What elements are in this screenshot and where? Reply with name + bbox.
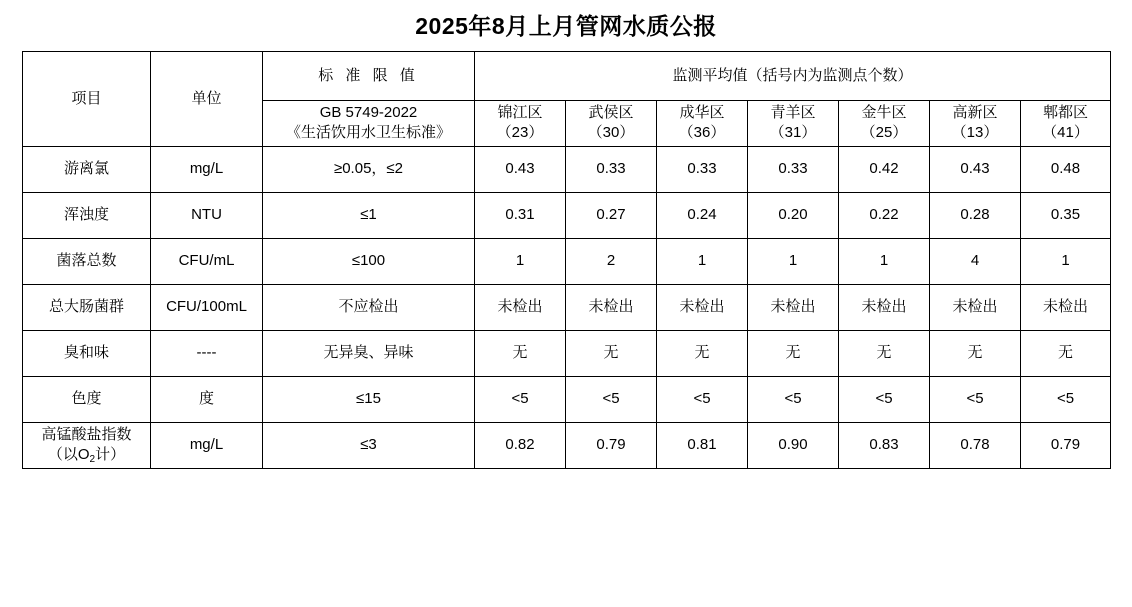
row-value: 0.22	[839, 192, 930, 238]
row-item-subscript: 2	[89, 454, 96, 465]
header-district-name-6: 郫都区	[1043, 104, 1089, 121]
table-body	[23, 146, 1111, 468]
row-value: 0.43	[475, 146, 566, 192]
header-district-name-4: 金牛区	[861, 104, 907, 121]
row-item-line2	[25, 445, 148, 465]
row-value: 0.28	[930, 192, 1021, 238]
header-standard-group: 标 准 限 值	[263, 52, 475, 101]
row-value: 未检出	[1021, 284, 1111, 330]
row-value: 无	[566, 330, 657, 376]
row-value: 0.33	[657, 146, 748, 192]
row-value: 1	[748, 238, 839, 284]
header-district-name-0: 锦江区	[497, 104, 543, 121]
header-district-count-2: （36）	[678, 124, 726, 142]
row-unit: ----	[151, 330, 263, 376]
row-item: 色度	[23, 376, 151, 422]
row-value: 0.81	[657, 422, 748, 468]
table-container	[0, 51, 1132, 469]
row-value: 未检出	[930, 284, 1021, 330]
row-value: 0.31	[475, 192, 566, 238]
row-item: 臭和味	[23, 330, 151, 376]
row-value: 未检出	[839, 284, 930, 330]
row-value: <5	[839, 376, 930, 422]
row-item	[23, 422, 151, 468]
header-district-name-3: 青羊区	[770, 104, 816, 121]
row-unit: NTU	[151, 192, 263, 238]
row-value: 未检出	[657, 284, 748, 330]
header-district-count-5: （13）	[951, 124, 999, 142]
row-value: <5	[748, 376, 839, 422]
row-value: 0.78	[930, 422, 1021, 468]
row-value: 未检出	[566, 284, 657, 330]
row-value: 1	[475, 238, 566, 284]
row-value: 0.33	[748, 146, 839, 192]
header-district-2	[657, 101, 748, 147]
row-value: 2	[566, 238, 657, 284]
header-district-count-6: （41）	[1042, 124, 1089, 142]
row-unit: CFU/mL	[151, 238, 263, 284]
header-district-3	[748, 101, 839, 147]
header-district-count-1: （30）	[587, 124, 635, 142]
row-value: <5	[657, 376, 748, 422]
header-district-0	[475, 101, 566, 147]
row-value: 0.48	[1021, 146, 1111, 192]
row-value: 无	[748, 330, 839, 376]
row-standard: ≥0.05，≤2	[263, 146, 475, 192]
row-value: <5	[930, 376, 1021, 422]
row-value: 0.79	[1021, 422, 1111, 468]
row-standard: ≤1	[263, 192, 475, 238]
table-header	[23, 52, 1111, 147]
row-value: 无	[657, 330, 748, 376]
water-quality-table	[22, 51, 1111, 469]
table-row	[23, 422, 1111, 468]
header-district-4	[839, 101, 930, 147]
table-row	[23, 192, 1111, 238]
row-value: 无	[475, 330, 566, 376]
table-row	[23, 284, 1111, 330]
header-district-count-0: （23）	[496, 124, 544, 142]
row-item-line2-pre: （以O	[47, 446, 90, 463]
row-value: 0.83	[839, 422, 930, 468]
page-title: 2025年8月上月管网水质公报	[415, 13, 717, 39]
table-row	[23, 238, 1111, 284]
row-value: 0.43	[930, 146, 1021, 192]
row-value: 1	[839, 238, 930, 284]
table-row	[23, 376, 1111, 422]
row-value: 0.24	[657, 192, 748, 238]
row-standard: 不应检出	[263, 284, 475, 330]
row-standard: 无异臭、异味	[263, 330, 475, 376]
row-value: 0.90	[748, 422, 839, 468]
row-value: 0.42	[839, 146, 930, 192]
row-value: <5	[566, 376, 657, 422]
row-value: 未检出	[475, 284, 566, 330]
row-unit: CFU/100mL	[151, 284, 263, 330]
header-unit: 单位	[151, 52, 263, 147]
header-district-name-5: 高新区	[952, 104, 998, 121]
header-monitor-group: 监测平均值（括号内为监测点个数）	[475, 52, 1111, 101]
header-district-count-4: （25）	[860, 124, 908, 142]
row-value: 无	[930, 330, 1021, 376]
row-value: 0.82	[475, 422, 566, 468]
row-unit: mg/L	[151, 146, 263, 192]
row-value: 0.79	[566, 422, 657, 468]
row-item: 总大肠菌群	[23, 284, 151, 330]
row-unit: 度	[151, 376, 263, 422]
row-item-line2-post: 计）	[95, 446, 126, 463]
header-district-5	[930, 101, 1021, 147]
row-value: 无	[1021, 330, 1111, 376]
header-district-name-1: 武侯区	[588, 104, 634, 121]
row-value: 0.20	[748, 192, 839, 238]
header-district-name-2: 成华区	[679, 104, 725, 121]
header-district-6	[1021, 101, 1111, 147]
row-item: 菌落总数	[23, 238, 151, 284]
header-item: 项目	[23, 52, 151, 147]
row-item: 浑浊度	[23, 192, 151, 238]
row-unit: mg/L	[151, 422, 263, 468]
row-item-line1: 高锰酸盐指数	[41, 425, 132, 443]
table-row	[23, 330, 1111, 376]
header-standard-ref	[263, 101, 475, 147]
row-value: <5	[1021, 376, 1111, 422]
row-value: 未检出	[748, 284, 839, 330]
header-standard-ref-line1: GB 5749-2022	[319, 104, 418, 121]
header-district-count-3: （31）	[769, 124, 817, 142]
row-value: 1	[1021, 238, 1111, 284]
row-item: 游离氯	[23, 146, 151, 192]
row-value: 4	[930, 238, 1021, 284]
header-district-1	[566, 101, 657, 147]
row-value: 0.27	[566, 192, 657, 238]
row-value: 无	[839, 330, 930, 376]
row-standard: ≤3	[263, 422, 475, 468]
table-row	[23, 146, 1111, 192]
header-standard-ref-line2: 《生活饮用水卫生标准》	[285, 124, 451, 142]
row-standard: ≤15	[263, 376, 475, 422]
row-value: 1	[657, 238, 748, 284]
row-value: 0.35	[1021, 192, 1111, 238]
header-row-group	[23, 52, 1111, 101]
row-value: 0.33	[566, 146, 657, 192]
row-value: <5	[475, 376, 566, 422]
row-standard: ≤100	[263, 238, 475, 284]
